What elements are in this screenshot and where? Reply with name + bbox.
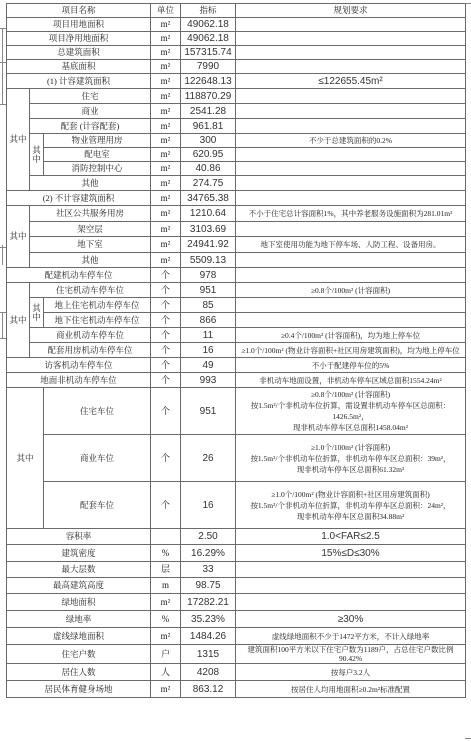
row-value: 300 xyxy=(181,134,236,148)
row-unit: 个 xyxy=(151,313,181,328)
row-name: 地下住宅机动车停车位 xyxy=(44,313,151,328)
row-name: 商业车位 xyxy=(44,435,151,482)
row-value: 620.95 xyxy=(181,148,236,162)
table-row xyxy=(7,388,466,435)
row-unit: 个 xyxy=(151,358,181,373)
table-row xyxy=(7,237,466,253)
table-row xyxy=(7,343,466,358)
req-line: ≥1.0个/100m² (物业计容面积+社区用房建筑面积) xyxy=(271,489,430,499)
row-value: 978 xyxy=(181,268,236,283)
row-value: 961.81 xyxy=(181,119,236,134)
row-value: 17282.21 xyxy=(181,594,236,611)
table-row xyxy=(7,191,466,206)
row-unit: 户 xyxy=(151,645,181,664)
table-row xyxy=(7,18,466,32)
table-row xyxy=(7,162,466,176)
margin-tick xyxy=(0,62,6,63)
row-value: 49 xyxy=(181,358,236,373)
table-row xyxy=(7,119,466,134)
row-requirement xyxy=(236,104,466,119)
row-requirement xyxy=(236,89,466,104)
row-value: 993 xyxy=(181,373,236,388)
margin-tick xyxy=(0,247,6,248)
row-unit: m xyxy=(151,578,181,594)
header-unit: 单位 xyxy=(151,4,181,18)
row-value: 951 xyxy=(181,388,236,435)
table-row xyxy=(7,89,466,104)
group-label-qizhong: 其中 xyxy=(7,283,30,358)
table-row xyxy=(7,562,466,578)
row-value: 34765.38 xyxy=(181,191,236,206)
row-unit: 个 xyxy=(151,283,181,298)
row-unit: m² xyxy=(151,46,181,60)
group-label-qizhong: 其中 xyxy=(7,206,30,268)
row-unit: 个 xyxy=(151,343,181,358)
table-row xyxy=(7,628,466,645)
row-value: 35.23% xyxy=(181,611,236,628)
row-name: 其他 xyxy=(30,253,151,268)
req-line: 按1.5m²/个非机动车位折算，需设置非机动车停车区总面积：1426.5m²， xyxy=(250,401,451,421)
row-unit: % xyxy=(151,611,181,628)
table-row xyxy=(7,253,466,268)
row-value: 16.29% xyxy=(181,545,236,562)
row-value: 49062.18 xyxy=(181,32,236,46)
row-value: 7990 xyxy=(181,60,236,74)
row-name: 访客机动车停车位 xyxy=(7,358,151,373)
row-requirement xyxy=(236,162,466,176)
row-name: (1) 计容建筑面积 xyxy=(7,74,151,89)
row-requirement xyxy=(236,148,466,162)
row-requirement: 不小于配建停车位的5% xyxy=(236,358,466,373)
row-unit: m² xyxy=(151,253,181,268)
row-value: 274.75 xyxy=(181,176,236,191)
row-unit: m² xyxy=(151,104,181,119)
row-requirement xyxy=(236,268,466,283)
row-name: 物业管理用房 xyxy=(44,134,151,148)
table-row xyxy=(7,176,466,191)
row-value: 49062.18 xyxy=(181,18,236,32)
row-value: 2.50 xyxy=(181,529,236,545)
row-name: 最高建筑高度 xyxy=(7,578,151,594)
row-value: 863.12 xyxy=(181,681,236,698)
row-requirement: 15%≤D≤30% xyxy=(236,545,466,562)
table-row xyxy=(7,373,466,388)
table-row xyxy=(7,134,466,148)
row-name: 项目用地面积 xyxy=(7,18,151,32)
row-requirement: 按居住人均用地面积≥0.2m²标准配置 xyxy=(236,681,466,698)
row-value: 26 xyxy=(181,435,236,482)
row-requirement xyxy=(236,594,466,611)
group-label-qizhong: 其中 xyxy=(7,388,44,529)
req-line: ≥1.0个/100m² (计容面积) xyxy=(310,442,391,452)
row-unit: m² xyxy=(151,18,181,32)
row-unit: m² xyxy=(151,628,181,645)
header-name: 项目名称 xyxy=(7,4,151,18)
row-name: (2) 不计容建筑面积 xyxy=(7,191,151,206)
table-row xyxy=(7,298,466,313)
row-unit: 个 xyxy=(151,268,181,283)
table-row xyxy=(7,283,466,298)
row-value: 11 xyxy=(181,328,236,343)
group-label-qizhong: 其中 xyxy=(7,89,30,191)
req-line: 现非机动车停车区总面积1458.04m² xyxy=(293,423,408,432)
row-unit: m² xyxy=(151,134,181,148)
row-requirement: 按每户3.2人 xyxy=(236,664,466,681)
row-unit xyxy=(151,529,181,545)
row-requirement: 不小于住宅总计容面积1%，其中养老服务设施面积为281.01m² xyxy=(236,206,466,222)
margin-tick xyxy=(0,104,6,105)
row-requirement xyxy=(236,222,466,237)
row-value: 1315 xyxy=(181,645,236,664)
row-name: 居住人数 xyxy=(7,664,151,681)
row-value: 122648.13 xyxy=(181,74,236,89)
row-unit: m² xyxy=(151,148,181,162)
row-requirement: ≥0.8个/100m² (计容面积) xyxy=(236,283,466,298)
row-value: 118870.29 xyxy=(181,89,236,104)
row-unit: m² xyxy=(151,594,181,611)
row-name: 项目净用地面积 xyxy=(7,32,151,46)
margin-tick xyxy=(465,738,471,739)
row-name: 其他 xyxy=(30,176,151,191)
row-requirement xyxy=(236,578,466,594)
table-row xyxy=(7,222,466,237)
row-unit: m² xyxy=(151,176,181,191)
indicator-table xyxy=(6,3,466,698)
row-requirement xyxy=(236,253,466,268)
row-name: 消防控制中心 xyxy=(44,162,151,176)
margin-tick xyxy=(0,312,6,313)
table-row xyxy=(7,358,466,373)
subgroup-label-qizhong: 其中 xyxy=(30,134,44,176)
row-requirement: 1.0<FAR≤2.5 xyxy=(236,529,466,545)
row-value: 98.75 xyxy=(181,578,236,594)
row-name: 绿地面积 xyxy=(7,594,151,611)
table-row xyxy=(7,529,466,545)
row-name: 居民体育健身场地 xyxy=(7,681,151,698)
row-name: 商业机动车停车位 xyxy=(30,328,151,343)
row-requirement: 非机动车地面设置，非机动车停车区域总面积1554.24m² xyxy=(236,373,466,388)
row-name: 绿地率 xyxy=(7,611,151,628)
row-unit: m² xyxy=(151,162,181,176)
header-requirement: 规划要求 xyxy=(236,4,466,18)
table-row xyxy=(7,611,466,628)
table-row xyxy=(7,313,466,328)
row-name: 住宅车位 xyxy=(44,388,151,435)
row-name: 住宅 xyxy=(30,89,151,104)
row-unit: 个 xyxy=(151,388,181,435)
row-name: 配套用房机动车停车位 xyxy=(30,343,151,358)
table-row xyxy=(7,328,466,343)
row-name: 住宅户数 xyxy=(7,645,151,664)
table-row xyxy=(7,46,466,60)
row-unit: m² xyxy=(151,191,181,206)
row-name: 地上住宅机动车停车位 xyxy=(44,298,151,313)
row-requirement: 不少于总建筑面积的0.2% xyxy=(236,134,466,148)
table-row xyxy=(7,104,466,119)
row-requirement xyxy=(236,119,466,134)
table-row xyxy=(7,482,466,529)
row-unit: 个 xyxy=(151,328,181,343)
row-unit: m² xyxy=(151,206,181,222)
row-requirement xyxy=(236,435,466,482)
margin-tick xyxy=(0,28,6,29)
row-value: 1484.26 xyxy=(181,628,236,645)
table-row xyxy=(7,74,466,89)
row-requirement: 虚线绿地面积不少于1472平方米，不计入绿地率 xyxy=(236,628,466,645)
req-line: 现非机动车停车区总面积61.32m² xyxy=(296,464,405,474)
margin-line xyxy=(2,28,3,104)
row-requirement xyxy=(236,176,466,191)
row-value: 951 xyxy=(181,283,236,298)
margin-line xyxy=(2,245,3,265)
row-name: 配电室 xyxy=(44,148,151,162)
row-unit: 人 xyxy=(151,664,181,681)
margin-line xyxy=(2,312,3,338)
row-requirement xyxy=(236,191,466,206)
row-value: 40.86 xyxy=(181,162,236,176)
row-value: 2541.28 xyxy=(181,104,236,119)
row-requirement: 地下室使用功能为地下停车场、人防工程、设备用房。 xyxy=(236,237,466,253)
row-requirement: ≥30% xyxy=(236,611,466,628)
row-unit: 个 xyxy=(151,435,181,482)
row-name: 架空层 xyxy=(30,222,151,237)
row-requirement xyxy=(236,18,466,32)
row-value: 157315.74 xyxy=(181,46,236,60)
table-row xyxy=(7,435,466,482)
row-requirement: 建筑面积100平方米以下住宅户数为1189户，占总住宅户数比例90.42% xyxy=(236,645,466,664)
row-requirement xyxy=(236,562,466,578)
table-row xyxy=(7,268,466,283)
row-value: 85 xyxy=(181,298,236,313)
row-unit: m² xyxy=(151,60,181,74)
req-line: 按1.5m²/个非机动车位折算，非机动车停车区总面积：39m²， xyxy=(250,453,451,463)
row-name: 住宅机动车停车位 xyxy=(30,283,151,298)
row-unit: m² xyxy=(151,222,181,237)
row-value: 866 xyxy=(181,313,236,328)
header-value: 指标 xyxy=(181,4,236,18)
row-value: 16 xyxy=(181,482,236,529)
margin-tick xyxy=(0,338,6,339)
row-unit: m² xyxy=(151,237,181,253)
row-requirement xyxy=(236,298,466,313)
row-name: 容积率 xyxy=(7,529,151,545)
table-row xyxy=(7,206,466,222)
table-header-row xyxy=(7,4,466,18)
row-unit: 个 xyxy=(151,482,181,529)
row-unit: m² xyxy=(151,89,181,104)
row-requirement xyxy=(236,482,466,529)
row-unit: % xyxy=(151,545,181,562)
table-row xyxy=(7,594,466,611)
table-row xyxy=(7,645,466,664)
row-name: 配套车位 xyxy=(44,482,151,529)
row-value: 33 xyxy=(181,562,236,578)
margin-tick xyxy=(465,3,471,4)
row-value: 1210.64 xyxy=(181,206,236,222)
row-name: 配套 (计容配套) xyxy=(30,119,151,134)
row-unit: 个 xyxy=(151,298,181,313)
subgroup-label-qizhong: 其中 xyxy=(30,298,44,328)
row-name: 商业 xyxy=(30,104,151,119)
row-name: 地面非机动车停车位 xyxy=(7,373,151,388)
row-unit: 个 xyxy=(151,373,181,388)
row-requirement xyxy=(236,388,466,435)
req-line: ≥0.8个/100m² (计容面积) xyxy=(310,390,391,399)
req-line: 按1.5m²/个非机动车位折算，非机动车停车区总面积：24m²， xyxy=(250,500,451,510)
row-requirement xyxy=(236,313,466,328)
row-name: 虚线绿地面积 xyxy=(7,628,151,645)
table-row xyxy=(7,60,466,74)
row-name: 基底面积 xyxy=(7,60,151,74)
row-unit: m² xyxy=(151,74,181,89)
row-value: 16 xyxy=(181,343,236,358)
table-row xyxy=(7,681,466,698)
table-row xyxy=(7,32,466,46)
row-name: 地下室 xyxy=(30,237,151,253)
row-value: 3103.69 xyxy=(181,222,236,237)
row-unit: 层 xyxy=(151,562,181,578)
row-unit: m² xyxy=(151,119,181,134)
row-value: 24941.92 xyxy=(181,237,236,253)
req-line: 现非机动车停车区总面积34.88m² xyxy=(296,511,405,521)
row-requirement: ≤122655.45m² xyxy=(236,74,466,89)
row-unit: m² xyxy=(151,681,181,698)
row-requirement: ≥1.0个/100m² (物业计容面积+社区用房建筑面积)，均为地上停车位 xyxy=(236,343,466,358)
table-row xyxy=(7,578,466,594)
row-name: 建筑密度 xyxy=(7,545,151,562)
table-row xyxy=(7,148,466,162)
row-name: 社区公共服务用房 xyxy=(30,206,151,222)
row-requirement xyxy=(236,60,466,74)
row-requirement xyxy=(236,46,466,60)
row-requirement: ≥0.4个/100m² (计容面积)，均为地上停车位 xyxy=(236,328,466,343)
row-value: 4208 xyxy=(181,664,236,681)
row-requirement xyxy=(236,32,466,46)
row-name: 最大层数 xyxy=(7,562,151,578)
row-unit: m² xyxy=(151,32,181,46)
table-row xyxy=(7,664,466,681)
row-name: 配建机动车停车位 xyxy=(7,268,151,283)
row-name: 总建筑面积 xyxy=(7,46,151,60)
row-value: 5509.13 xyxy=(181,253,236,268)
table-row xyxy=(7,545,466,562)
